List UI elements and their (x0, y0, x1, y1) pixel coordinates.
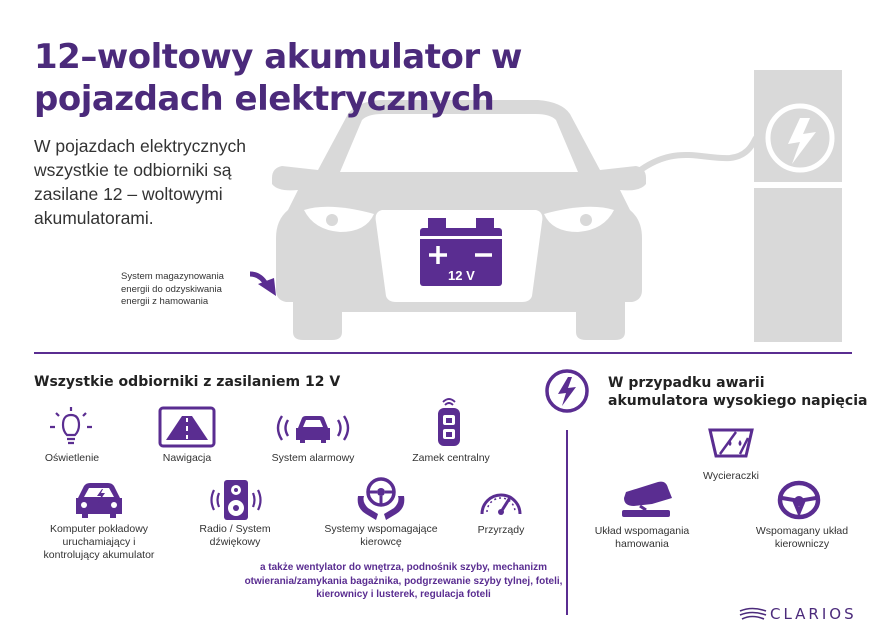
speaker-icon (206, 478, 266, 522)
item-computer: Komputer pokładowy uruchamiający i kontrolujący akumulator (43, 523, 155, 561)
windshield-wiper-icon (706, 424, 756, 464)
item-alarm: System alarmowy (271, 452, 355, 464)
steering-hands-icon (354, 474, 408, 524)
item-radio: Radio / System dźwiękowy (199, 523, 271, 548)
item-gauges: Przyrządy (477, 524, 525, 536)
section-vertical-line (566, 430, 568, 615)
light-bulb-icon (48, 405, 94, 447)
brake-pedal-icon (612, 478, 680, 522)
car-computer-icon (74, 480, 124, 520)
brand-name: CLARIOS (770, 605, 857, 623)
item-wipers: Wycieraczki (703, 470, 759, 482)
curved-arrow-icon (248, 270, 284, 300)
right-section-heading-line2: akumulatora wysokiego napięcia (608, 393, 868, 409)
additional-consumers-note: a także wentylator do wnętrza, podnośnik szyby, mechanizm otwierania/zamykania bagażnika, podgrzewanie szyby tylnej, foteli, kierownicy i lusterek, regulacja foteli (244, 562, 563, 600)
item-steering: Wspomagany układ kierowniczy (755, 525, 849, 550)
item-navigation: Nawigacja (162, 452, 212, 464)
regen-note: System magazynowania energii do odzyskiwania energii z hamowania (121, 271, 224, 307)
key-fob-icon (434, 396, 464, 448)
right-section-heading-line1: W przypadku awarii (608, 375, 765, 391)
left-section-heading: Wszystkie odbiorniki z zasilaniem 12 V (34, 374, 341, 390)
intro-text: W pojazdach elektrycznych wszystkie te odbiorniki są zasilane 12 – woltowymi akumulatorami. (34, 136, 247, 228)
section-divider (34, 352, 852, 354)
item-assist: Systemy wspomagające kierowcę (324, 523, 438, 548)
charger-station (754, 70, 842, 342)
gauge-icon (478, 484, 524, 520)
steering-wheel-icon (776, 480, 822, 520)
battery-label: 12 V (448, 268, 475, 283)
car-alarm-icon (272, 410, 354, 446)
clarios-logo-icon (738, 606, 768, 622)
item-lighting: Oświetlenie (44, 452, 100, 464)
item-braking: Układ wspomagania hamowania (594, 525, 690, 550)
page-title: 12–woltowy akumulator w pojazdach elektrycznych (34, 37, 522, 119)
item-central-lock: Zamek centralny (412, 452, 490, 464)
lightning-icon (544, 368, 590, 414)
navigation-icon (158, 406, 216, 448)
